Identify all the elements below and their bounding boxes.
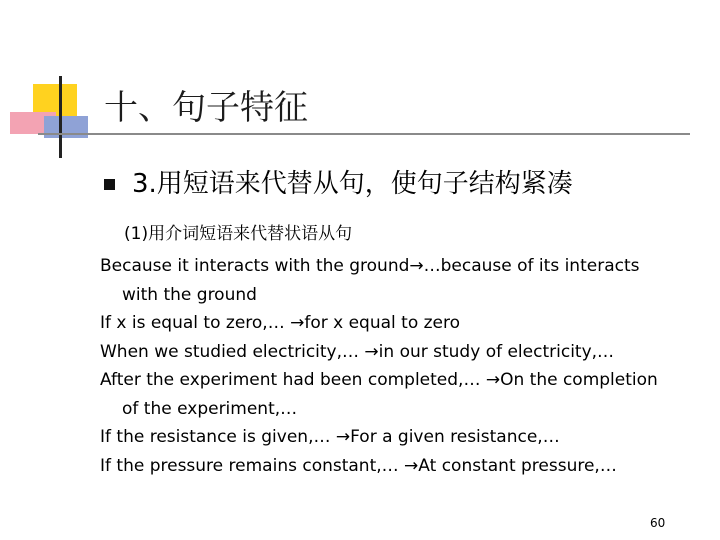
page-number: 60 [650,516,666,530]
example-line-continuation: with the ground [122,284,257,305]
title-underline [38,133,690,135]
example-list [100,252,700,480]
decorative-blue-block [44,116,88,138]
example-line: Because it interacts with the ground→…because of its interacts [100,256,640,276]
example-line: If the resistance is given,… →For a given resistance,… [100,427,560,447]
slide-title: 十、句子特征 [104,88,308,128]
square-bullet-icon [104,179,115,190]
example-line: If the pressure remains constant,… →At constant pressure,… [100,455,617,476]
example-item [100,252,700,309]
decorative-vertical-line [59,76,62,158]
example-line: When we studied electricity,… →in our study of electricity,… [100,341,615,362]
example-item [100,423,700,452]
example-item [100,366,700,423]
bullet-point-text: 3.用短语来代替从句，使句子结构紧凑 [132,169,573,199]
example-line: After the experiment had been completed,… →On the completion [100,370,658,390]
example-line: If x is equal to zero,… →for x equal to zero [100,313,461,333]
subheading: (1)用介词短语来代替状语从句 [124,224,353,244]
example-item [100,452,700,481]
example-item [100,338,700,367]
example-line-continuation: of the experiment,… [122,398,298,419]
example-item [100,309,700,338]
